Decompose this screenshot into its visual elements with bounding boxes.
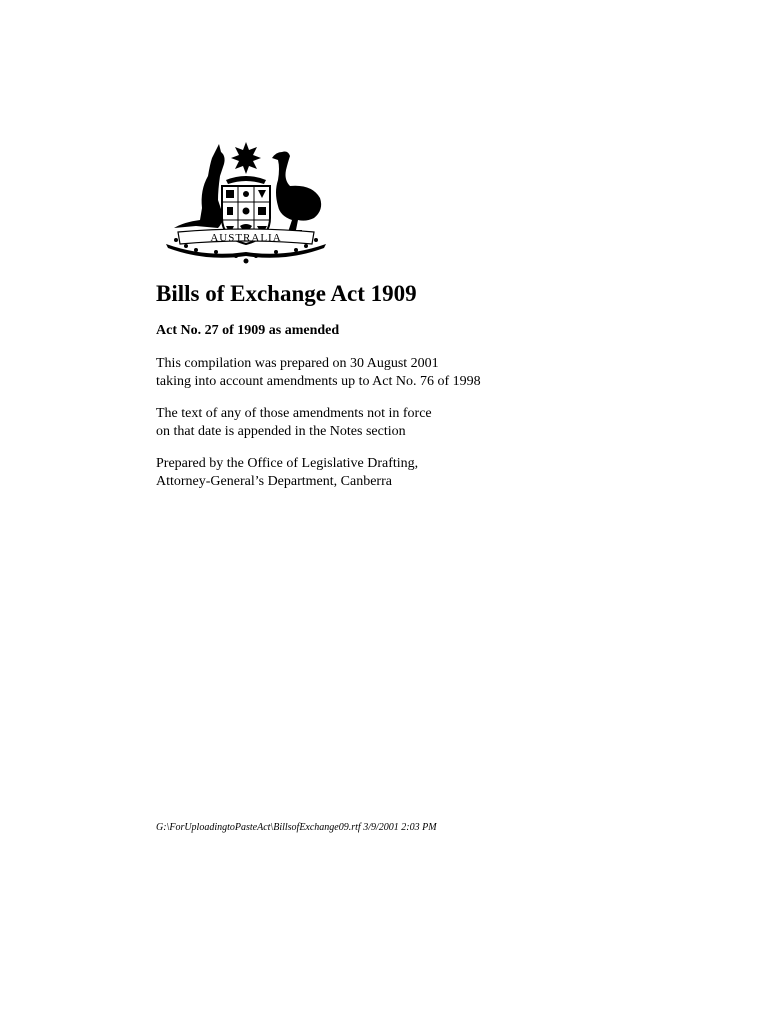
crest-banner-text: AUSTRALIA <box>210 232 282 244</box>
kangaroo-icon <box>174 144 225 228</box>
title-page-content <box>156 280 676 505</box>
prepared-by-line-2: Attorney-General’s Department, Canberra <box>156 474 392 489</box>
prepared-by-note <box>156 455 676 491</box>
document-title: Bills of Exchange Act 1909 <box>156 281 417 306</box>
emu-icon <box>272 152 321 233</box>
act-number: Act No. 27 of 1909 as amended <box>156 323 340 338</box>
file-path-footer: G:\ForUploadingtoPasteAct\BillsofExchange09.rtf 3/9/2001 2:03 PM <box>156 822 437 833</box>
prepared-by-line-1: Prepared by the Office of Legislative Drafting, <box>156 456 419 471</box>
amendments-line-1: The text of any of those amendments not in force <box>156 406 432 421</box>
amendments-line-2: on that date is appended in the Notes section <box>156 424 406 439</box>
compilation-line-2: taking into account amendments up to Act No. 76 of 1998 <box>156 374 481 389</box>
amendments-note <box>156 405 676 441</box>
commonwealth-coat-of-arms <box>156 140 336 265</box>
commonwealth-star-icon <box>231 142 261 174</box>
compilation-line-1: This compilation was prepared on 30 August 2001 <box>156 356 439 371</box>
compilation-note <box>156 355 676 391</box>
